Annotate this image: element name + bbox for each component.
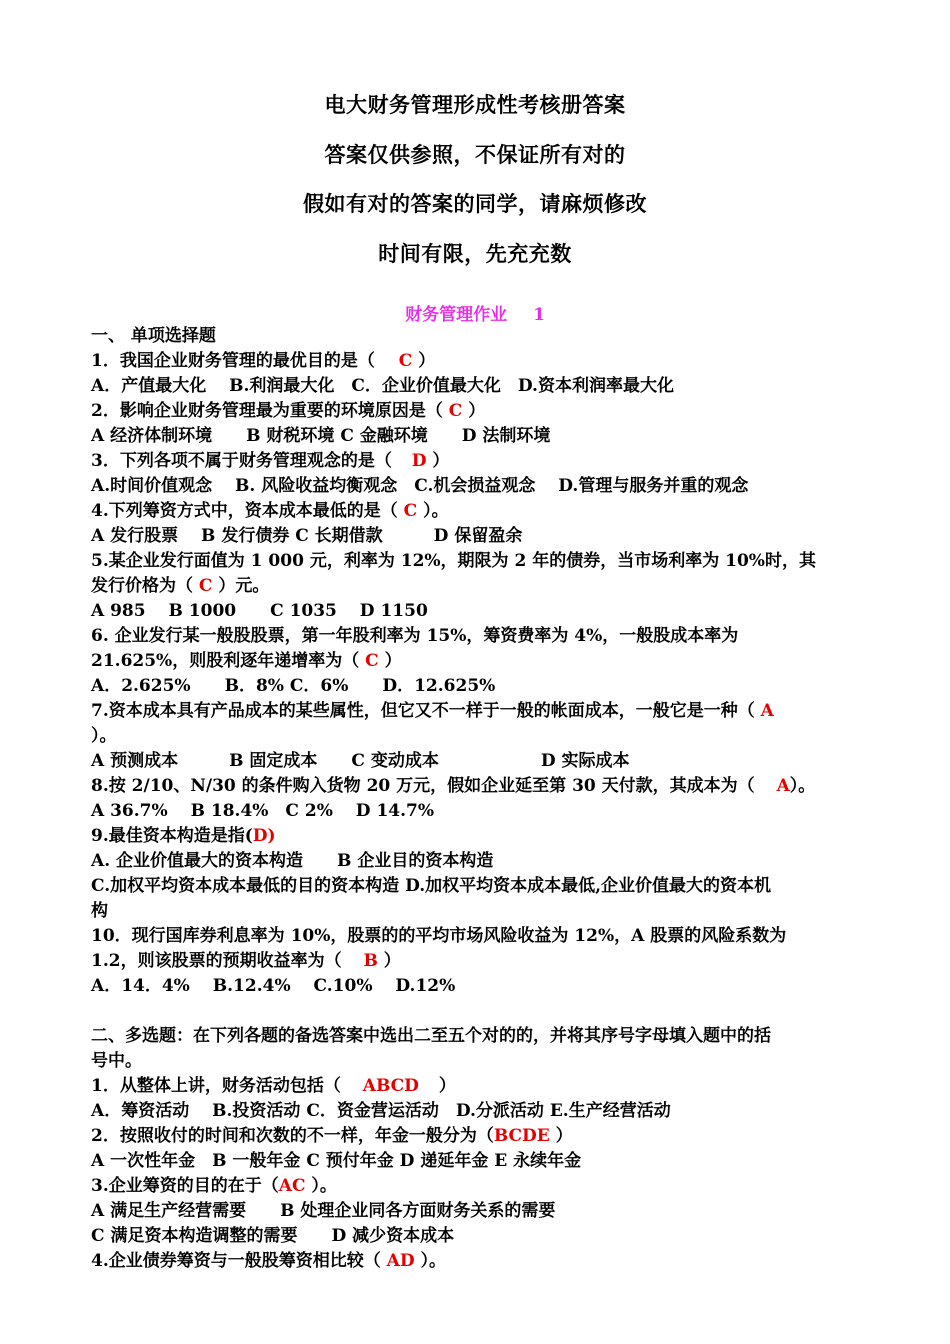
question-5: 5.某企业发行面值为 1 000 元，利率为 12%，期限为 2 年的债券，当市场利率为 10%时，其 [91, 551, 816, 571]
question-stem: 8.按 2/10、N/30 的条件购入货物 20 万元，假如企业延至第 30 天付款，其成本为（ [91, 776, 755, 796]
mc-question-3 [91, 1174, 859, 1199]
mc-question-2 [91, 1124, 859, 1149]
question-stem: 3．下列各项不属于财务管理观念的是（ [91, 451, 392, 471]
question-stem: 2．影响企业财务管理最为重要的环境原因是（ [91, 401, 443, 421]
question-stem: 1.2，则该股票的预期收益率为（ [91, 951, 342, 971]
question-stem-end: ) [267, 826, 276, 846]
section-number: 1 [533, 305, 545, 325]
question-1 [91, 349, 859, 374]
question-7 [91, 699, 859, 724]
answer-mark: A [760, 701, 774, 721]
question-stem-end: ） [384, 651, 402, 671]
question-stem-end: ） [383, 951, 401, 971]
answer-mark: D [252, 826, 268, 846]
question-10-cont [91, 949, 859, 974]
part1-heading: 一、 单项选择题 [91, 326, 216, 346]
document-body [91, 324, 859, 1274]
question-stem-end: ）。 [423, 501, 449, 521]
question-6: 6. 企业发行某一般股股票，第一年股利率为 15%，筹资费率为 4%，一般股成本率为 [91, 626, 739, 646]
answer-mark: C [448, 401, 463, 421]
answer-mark: AC [278, 1176, 306, 1196]
answer-mark: C [398, 351, 413, 371]
part2-heading-cont: 号中。 [91, 1051, 142, 1071]
question-5-cont [91, 574, 859, 599]
answer-mark: AD [386, 1251, 415, 1271]
answer-mark: ABCD [362, 1076, 419, 1096]
question-2-options: A 经济体制环境 B 财税环境 C 金融环境 D 法制环境 [91, 426, 551, 446]
header-note-2: 假如有对的答案的同学，请麻烦修改 [303, 191, 647, 216]
question-9-options-1: A. 企业价值最大的资本构造 B 企业目的资本构造 [91, 851, 494, 871]
section-title-text: 财务管理作业 [405, 305, 508, 325]
section-title [0, 300, 950, 325]
answer-mark: C [198, 576, 213, 596]
question-stem: 1．我国企业财务管理的最优目的是（ [91, 351, 375, 371]
question-stem: 9.最佳资本构造是指( [91, 826, 253, 846]
mc-question-3-options-1: A 满足生产经营需要 B 处理企业同各方面财务关系的需要 [91, 1201, 556, 1221]
question-3 [91, 449, 859, 474]
question-1-options: A．产值最大化 B.利润最大化 C．企业价值最大化 D.资本利润率最大化 [91, 376, 674, 396]
question-4-options: A 发行股票 B 发行债券 C 长期借款 D 保留盈余 [91, 526, 523, 546]
mc-question-1 [91, 1074, 859, 1099]
question-9 [91, 824, 859, 849]
question-6-options: A．2.625% B．8% C．6% D．12.625% [91, 676, 496, 696]
document-title: 电大财务管理形成性考核册答案 [324, 92, 626, 117]
question-7-cont: ）。 [91, 726, 117, 746]
question-2 [91, 399, 859, 424]
question-stem-end: ） [468, 401, 486, 421]
question-6-cont [91, 649, 859, 674]
answer-mark: B [363, 951, 378, 971]
question-9-options-2-cont: 构 [91, 901, 108, 921]
question-stem: 发行价格为（ [91, 576, 193, 596]
answer-mark: C [365, 651, 379, 671]
question-7-options: A 预测成本 B 固定成本 C 变动成本 D 实际成本 [91, 751, 630, 771]
question-stem-end: ） [432, 451, 450, 471]
question-4 [91, 499, 859, 524]
question-stem-end: ） [418, 351, 436, 371]
question-10: 10．现行国库券利息率为 10%，股票的的平均市场风险收益为 12%，A 股票的风险系数为 [91, 926, 787, 946]
question-stem: 4.企业债券筹资与一般股筹资相比较（ [91, 1251, 381, 1271]
question-stem: 2．按照收付的时间和次数的不一样，年金一般分为（ [91, 1126, 494, 1146]
answer-mark: A [776, 776, 790, 796]
question-stem: 4.下列筹资方式中，资本成本最低的是（ [91, 501, 398, 521]
part2-heading: 二、多选题：在下列各题的备选答案中选出二至五个对的的，并将其序号字母填入题中的括 [91, 1026, 771, 1046]
question-8 [91, 774, 859, 799]
spacer [91, 999, 859, 1024]
mc-question-1-options: A．筹资活动 B.投资活动 C．资金营运活动 D.分派活动 E.生产经营活动 [91, 1101, 671, 1121]
question-stem-end: ） [555, 1126, 573, 1146]
question-stem: 3.企业筹资的目的在于（ [91, 1176, 279, 1196]
question-10-options: A．14．4% B.12.4% C.10% D.12% [91, 976, 456, 996]
mc-question-2-options: A 一次性年金 B 一般年金 C 预付年金 D 递延年金 E 永续年金 [91, 1151, 582, 1171]
question-stem: 7.资本成本具有产品成本的某些属性，但它又不一样于一般的帐面成本，一般它是一种（ [91, 701, 755, 721]
question-stem-end: ）。 [420, 1251, 447, 1271]
answer-mark: D [411, 451, 427, 471]
question-8-options: A 36.7% B 18.4% C 2% D 14.7% [91, 801, 434, 821]
answer-mark: C [403, 501, 418, 521]
question-stem-end: ） [438, 1076, 456, 1096]
answer-mark: BCDE [493, 1126, 550, 1146]
question-stem: 21.625%，则股利逐年递增率为（ [91, 651, 360, 671]
question-5-options: A 985 B 1000 C 1035 D 1150 [91, 601, 428, 621]
question-stem-end: ）。 [789, 776, 816, 796]
question-9-options-2: C.加权平均资本成本最低的目的资本构造 D.加权平均资本成本最低,企业价值最大的资本机 [91, 876, 772, 896]
mc-question-3-options-2: C 满足资本构造调整的需要 D 减少资本成本 [91, 1226, 455, 1246]
question-3-options: A.时间价值观念 B. 风险收益均衡观念 C.机会损益观念 D.管理与服务并重的观念 [91, 476, 749, 496]
question-stem-end: ）元。 [218, 576, 270, 596]
question-stem: 1．从整体上讲，财务活动包括（ [91, 1076, 341, 1096]
mc-question-4 [91, 1249, 859, 1274]
header-note-1: 答案仅供参照，不保证所有对的 [324, 142, 626, 167]
question-stem-end: ）。 [311, 1176, 337, 1196]
header-note-3: 时间有限，先充充数 [378, 241, 572, 266]
